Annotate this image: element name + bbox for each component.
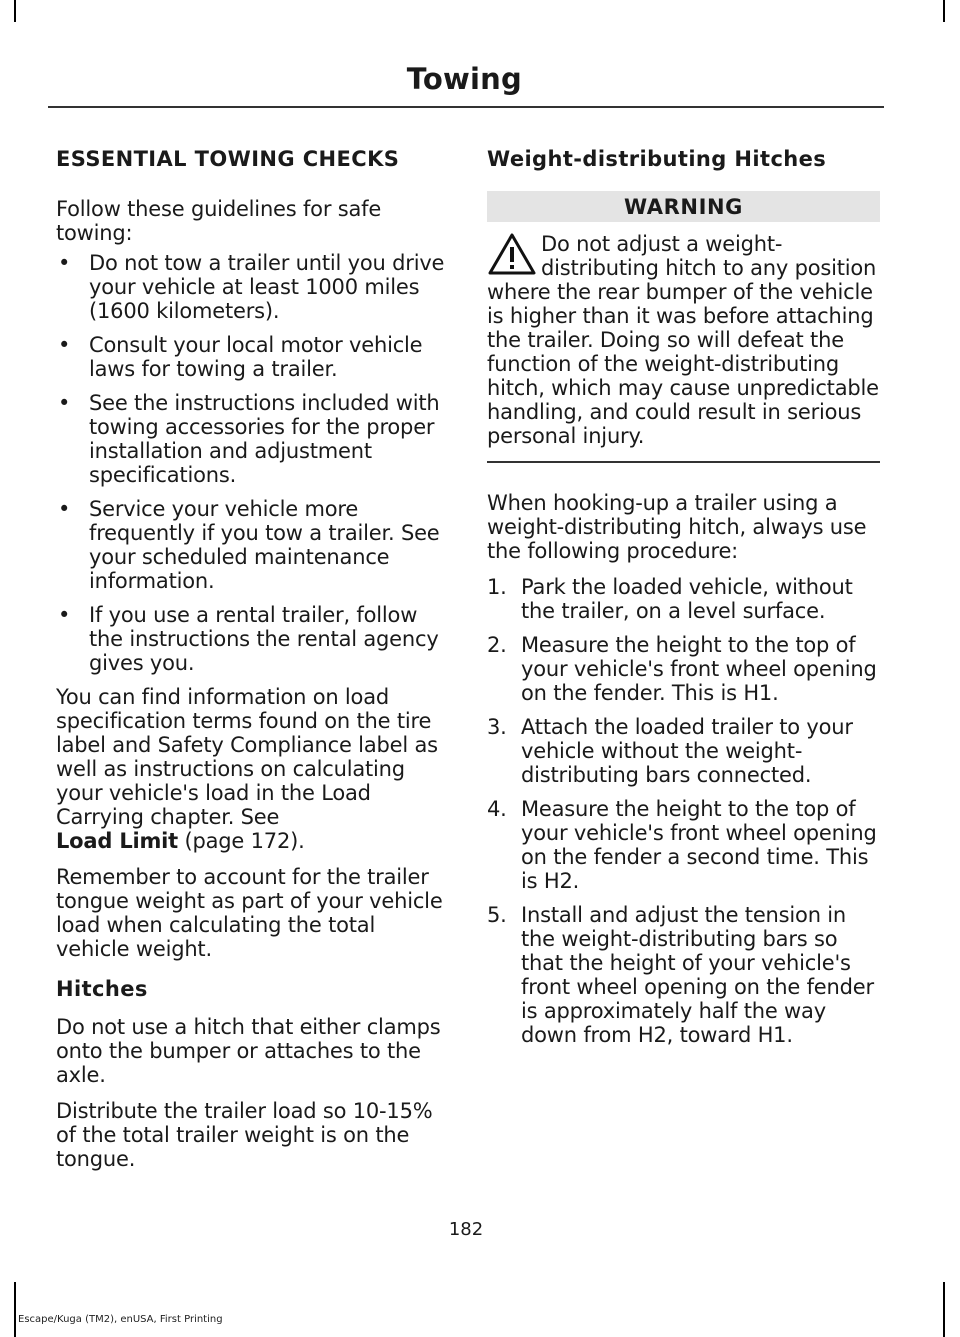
bullet-glyph: • xyxy=(58,497,71,521)
bullet-glyph: • xyxy=(58,603,71,627)
warning-banner: WARNING xyxy=(487,191,880,222)
procedure-steps xyxy=(487,575,880,1047)
list-item: 5. Install and adjust the tension in the weight-distributing bars so that the height of your vehicle's front wheel opening on the fender is approximately half the way down from H2, toward H1. xyxy=(487,903,874,1047)
header-divider xyxy=(48,106,884,108)
checks-list xyxy=(56,251,448,675)
hitches-paragraph-2: Distribute the trailer load so 10-15% of the total trailer weight is on the tongue. xyxy=(56,1099,433,1171)
crop-mark-bottom-right-v xyxy=(943,1282,945,1337)
page-header-title: Towing xyxy=(406,62,522,96)
list-item: 3. Attach the loaded trailer to your vehicle without the weight-distributing bars connected. xyxy=(487,715,853,787)
warning-body xyxy=(487,232,880,463)
right-column xyxy=(487,145,880,1057)
section-title-essential-checks: ESSENTIAL TOWING CHECKS xyxy=(56,147,400,171)
list-item: • Service your vehicle more frequently if you tow a trailer. See your scheduled maintenance information. xyxy=(58,497,440,593)
page-number: 182 xyxy=(448,1219,484,1240)
bullet-glyph: • xyxy=(58,251,71,275)
crop-mark-top-right-v xyxy=(943,0,945,22)
bullet-glyph: • xyxy=(58,391,71,415)
tongue-weight-paragraph: Remember to account for the trailer tongue weight as part of your vehicle load when calculating the total vehicle weight. xyxy=(56,865,443,961)
section-title-weight-distributing: Weight-distributing Hitches xyxy=(487,147,827,171)
page-reference: (page 172). xyxy=(184,829,305,853)
crop-mark-bottom-left-v xyxy=(14,1282,16,1337)
warning-text: Do not adjust a weight-distributing hitch to any position where the rear bumper of the vehicle is higher than it was before attaching the trailer. Doing so will defeat the function of the weight-distributing hitch, which may cause unpredictable handling, and could result in serious personal injury. xyxy=(487,232,879,448)
list-item: 4. Measure the height to the top of your vehicle's front wheel opening on the fender a second time. This is H2. xyxy=(487,797,877,893)
list-item: • If you use a rental trailer, follow the instructions the rental agency gives you. xyxy=(58,603,439,675)
crop-mark-top-left-v xyxy=(14,0,16,22)
hitches-paragraph-1: Do not use a hitch that either clamps onto the bumper or attaches to the axle. xyxy=(56,1015,441,1087)
list-item: 1. Park the loaded vehicle, without the trailer, on a level surface. xyxy=(487,575,853,623)
section-title-hitches: Hitches xyxy=(56,977,148,1001)
left-column xyxy=(56,145,448,1171)
load-info-paragraph: You can find information on load specification terms found on the tire label and Safety Compliance label as well as instructions on calculating your vehicle's load in the Load Carrying chapter. See Load Limit (page 172). xyxy=(56,685,438,853)
list-item: • Do not tow a trailer until you drive your vehicle at least 1000 miles (1600 kilometers). xyxy=(58,251,445,323)
intro-paragraph: Follow these guidelines for safe towing: xyxy=(56,197,382,245)
load-limit-link[interactable]: Load Limit xyxy=(56,829,179,853)
list-item: • See the instructions included with towing accessories for the proper installation and adjustment specifications. xyxy=(58,391,440,487)
list-item: • Consult your local motor vehicle laws for towing a trailer. xyxy=(58,333,423,381)
list-item: 2. Measure the height to the top of your vehicle's front wheel opening on the fender. This is H1. xyxy=(487,633,877,705)
warning-triangle-icon xyxy=(487,232,537,276)
procedure-intro: When hooking-up a trailer using a weight-distributing hitch, always use the following procedure: xyxy=(487,491,867,563)
bullet-glyph: • xyxy=(58,333,71,357)
edition-footer: Escape/Kuga (TM2), enUSA, First Printing xyxy=(18,1314,223,1325)
